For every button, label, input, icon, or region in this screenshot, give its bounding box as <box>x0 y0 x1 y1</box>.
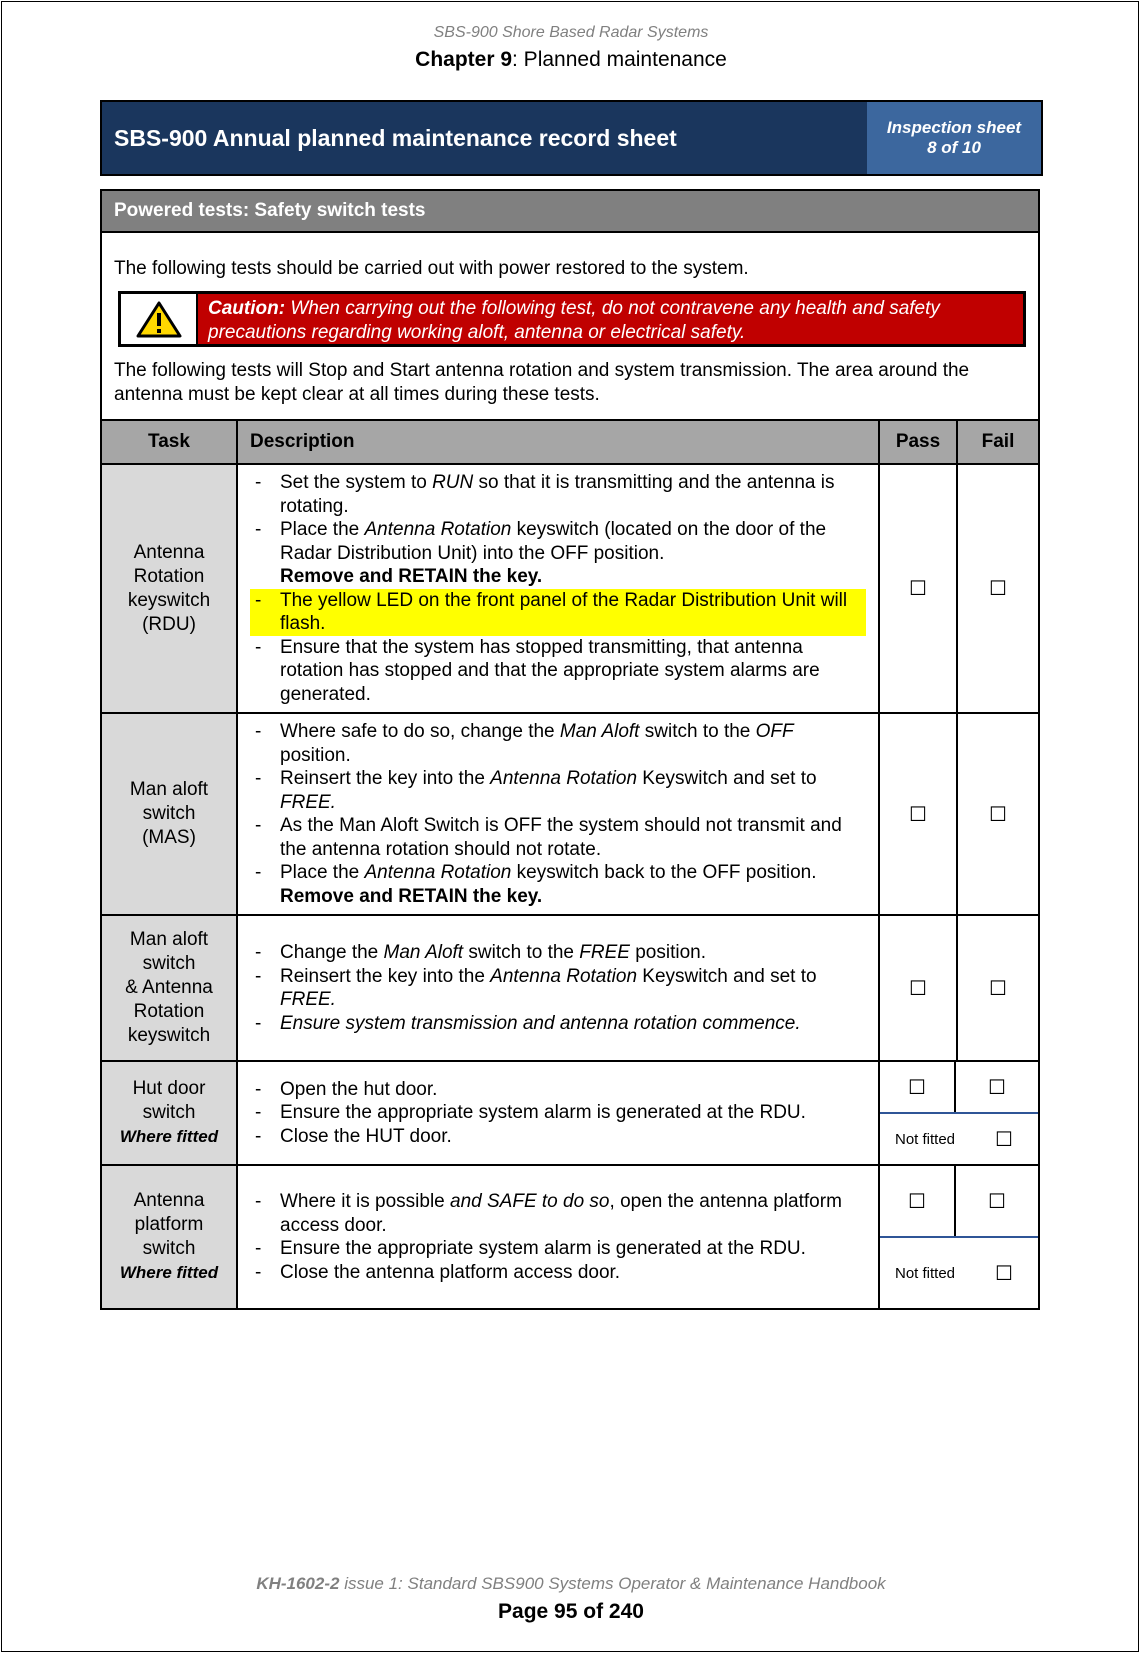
task-cell: Man aloft switch (MAS) <box>102 713 237 915</box>
where-fitted-note: Where fitted <box>119 1127 219 1146</box>
task-cell: Antenna Rotation keyswitch (RDU) <box>102 464 237 713</box>
tests-description: The following tests will Stop and Start antenna rotation and system transmission. The area around the antenna must be kept clear at all times during these tests. <box>114 360 970 405</box>
table-row <box>102 713 1038 915</box>
not-fitted-checkbox[interactable]: ☐ <box>995 1128 1013 1151</box>
table-row <box>102 1165 1038 1308</box>
footer-document: KH-1602-2 issue 1: Standard SBS900 Systems Operator & Maintenance Handbook <box>256 1574 886 1593</box>
pass-fail-cell <box>879 1165 1038 1308</box>
task-cell: Hut door switch Where fitted <box>102 1061 237 1165</box>
tests-table <box>102 419 1038 1308</box>
section-heading: Powered tests: Safety switch tests <box>102 191 1038 233</box>
header-pass: Pass <box>879 420 957 464</box>
step-item: - Set the system to RUN so that it is transmitting and the antenna is rotating. <box>250 471 866 518</box>
header-description: Description <box>237 420 879 464</box>
fail-checkbox[interactable]: ☐ <box>954 1062 1038 1112</box>
chapter-heading: Chapter 9: Planned maintenance <box>415 48 727 71</box>
description-cell <box>237 1061 879 1165</box>
header-fail: Fail <box>957 420 1038 464</box>
table-header-row <box>102 420 1038 464</box>
pass-checkbox[interactable]: ☐ <box>908 1076 926 1099</box>
inspection-sheet-number: Inspection sheet 8 of 10 <box>867 102 1041 174</box>
running-header: SBS-900 Shore Based Radar Systems <box>433 24 709 41</box>
table-row <box>102 915 1038 1061</box>
description-cell <box>237 464 879 713</box>
step-item: - Close the HUT door. <box>250 1125 866 1149</box>
step-item: - Place the Antenna Rotation keyswitch (located on the door of the Radar Distribution Unit) into the OFF position. Remove and RETAIN the key. <box>250 518 866 589</box>
description-cell <box>237 713 879 915</box>
pass-checkbox[interactable]: ☐ <box>879 464 957 713</box>
step-item: - Open the hut door. <box>250 1078 866 1102</box>
step-item: - Reinsert the key into the Antenna Rotation Keyswitch and set to FREE. <box>250 965 866 1012</box>
fail-checkbox[interactable]: ☐ <box>954 1166 1038 1236</box>
step-item: - Change the Man Aloft switch to the FREE position. <box>250 941 866 965</box>
sheet-title: SBS-900 Annual planned maintenance record sheet <box>102 102 867 174</box>
step-item: - Place the Antenna Rotation keyswitch back to the OFF position. Remove and RETAIN the key. <box>250 861 866 908</box>
step-item: - Ensure system transmission and antenna rotation commence. <box>250 1012 866 1036</box>
table-row <box>102 1061 1038 1165</box>
step-item: - Where it is possible and SAFE to do so, open the antenna platform access door. <box>250 1190 866 1237</box>
step-item: - Ensure the appropriate system alarm is generated at the RDU. <box>250 1237 866 1261</box>
step-item: - Ensure the appropriate system alarm is generated at the RDU. <box>250 1101 866 1125</box>
where-fitted-note: Where fitted <box>119 1263 219 1282</box>
page-number: Page 95 of 240 <box>498 1600 644 1623</box>
task-cell: Antenna platform switch Where fitted <box>102 1165 237 1308</box>
fail-checkbox[interactable]: ☐ <box>957 915 1038 1061</box>
warning-icon <box>121 294 198 344</box>
pass-checkbox[interactable]: ☐ <box>879 713 957 915</box>
step-item: - The yellow LED on the front panel of the Radar Distribution Unit will flash. <box>250 589 866 636</box>
header-task: Task <box>102 420 237 464</box>
description-cell <box>237 1165 879 1308</box>
step-item: - As the Man Aloft Switch is OFF the system should not transmit and the antenna rotation should not rotate. <box>250 814 866 861</box>
fail-checkbox[interactable]: ☐ <box>957 464 1038 713</box>
step-item: - Close the antenna platform access door. <box>250 1261 866 1285</box>
description-cell <box>237 915 879 1061</box>
step-item: - Where safe to do so, change the Man Aloft switch to the OFF position. <box>250 720 866 767</box>
pass-checkbox[interactable]: ☐ <box>908 1190 926 1213</box>
task-cell: Man aloft switch & Antenna Rotation keyswitch <box>102 915 237 1061</box>
step-item: - Reinsert the key into the Antenna Rotation Keyswitch and set to FREE. <box>250 767 866 814</box>
intro-text: The following tests should be carried out with power restored to the system. <box>114 258 749 279</box>
pass-fail-cell <box>879 1061 1038 1165</box>
inspection-sheet <box>100 189 1040 1310</box>
caution-text: Caution: When carrying out the following test, do not contravene any health and safety precautions regarding working aloft, antenna or electrical safety. <box>198 294 1023 344</box>
not-fitted-label: Not fitted <box>894 1264 956 1282</box>
fail-checkbox[interactable]: ☐ <box>957 713 1038 915</box>
not-fitted-label: Not fitted <box>894 1130 956 1148</box>
table-row <box>102 464 1038 713</box>
step-item: - Ensure that the system has stopped transmitting, that antenna rotation has stopped and that the appropriate system alarms are generated. <box>250 636 866 707</box>
pass-checkbox[interactable]: ☐ <box>879 915 957 1061</box>
record-sheet-title-bar <box>100 100 1043 176</box>
not-fitted-checkbox[interactable]: ☐ <box>995 1262 1013 1285</box>
caution-box <box>118 291 1026 347</box>
